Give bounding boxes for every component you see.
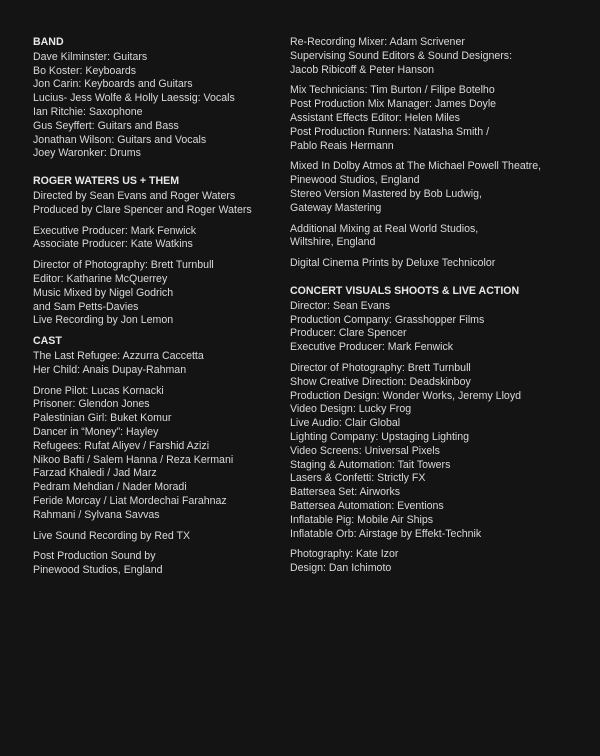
- credit-line: Director: Sean Evans: [290, 299, 391, 312]
- credit-line: Video Design: Lucky Frog: [290, 403, 412, 416]
- section-cast: [33, 335, 278, 578]
- credit-line: Her Child: Anais Dupay-Rahman: [33, 363, 187, 376]
- credit-line: Bo Koster: Keyboards: [33, 64, 137, 77]
- credit-line: Editor: Katharine McQuerrey: [33, 272, 168, 285]
- section-heading: CAST: [33, 335, 62, 348]
- credit-line: Drone Pilot: Lucas Kornacki: [33, 384, 164, 397]
- credit-line: Jon Carin: Keyboards and Guitars: [33, 78, 193, 91]
- credit-line: Nikoo Bafti / Salem Hanna / Reza Kermani: [33, 453, 234, 466]
- credit-line: and Sam Petts-Davies: [33, 300, 139, 313]
- credit-line: Assistant Effects Editor: Helen Miles: [290, 111, 460, 124]
- credit-line: Additional Mixing at Real World Studios,: [290, 222, 479, 235]
- credit-line: Video Screens: Universal Pixels: [290, 444, 440, 457]
- credit-line: Joey Waronker: Drums: [33, 147, 141, 160]
- credit-line: Associate Producer: Kate Watkins: [33, 238, 193, 251]
- credit-line: Show Creative Direction: Deadskinboy: [290, 375, 471, 388]
- credit-line: Executive Producer: Mark Fenwick: [290, 341, 454, 354]
- credit-line: Battersea Set: Airworks: [290, 486, 401, 499]
- credit-line: Staging & Automation: Tait Towers: [290, 458, 451, 471]
- credit-line: Prisoner: Glendon Jones: [33, 398, 150, 411]
- credit-line: Mixed In Dolby Atmos at The Michael Powell Theatre,: [290, 160, 542, 173]
- credit-line: Director of Photography: Brett Turnbull: [33, 259, 214, 272]
- credit-line: Digital Cinema Prints by Deluxe Technicolor: [290, 257, 496, 270]
- credit-line: Palestinian Girl: Buket Komur: [33, 412, 172, 425]
- credit-line: Live Recording by Jon Lemon: [33, 314, 174, 327]
- credit-line: Live Audio: Clair Global: [290, 417, 401, 430]
- credit-line: Music Mixed by Nigel Godrich: [33, 286, 174, 299]
- credit-line: Supervising Sound Editors & Sound Designers:: [290, 49, 513, 62]
- credit-line: Re-Recording Mixer: Adam Scrivener: [290, 36, 465, 48]
- credit-line: Battersea Automation: Eventions: [290, 499, 444, 512]
- credit-line: Post Production Sound by: [33, 550, 156, 563]
- credit-line: Jonathan Wilson: Guitars and Vocals: [33, 133, 207, 146]
- credit-line: Inflatable Orb: Airstage by Effekt-Technik: [290, 527, 482, 540]
- credit-line: Director of Photography: Brett Turnbull: [290, 361, 471, 374]
- credits-left-column: [33, 36, 278, 578]
- credit-line: Directed by Sean Evans and Roger Waters: [33, 189, 236, 202]
- section-post-production: [290, 36, 580, 271]
- credit-line: Live Sound Recording by Red TX: [33, 529, 191, 542]
- credit-line: Pedram Mehdian / Nader Moradi: [33, 481, 187, 494]
- credit-line: Mix Technicians: Tim Burton / Filipe Botelho: [290, 84, 495, 97]
- section-roger-waters: [33, 175, 278, 328]
- section-heading: BAND: [33, 36, 64, 48]
- credit-line: Dave Kilminster: Guitars: [33, 50, 148, 63]
- credit-line: Ian Ritchie: Saxophone: [33, 105, 143, 118]
- credit-line: Post Production Mix Manager: James Doyle: [290, 98, 497, 111]
- credit-line: Rahmani / Sylvana Savvas: [33, 508, 160, 521]
- credit-line: Lasers & Confetti: Strictly FX: [290, 472, 426, 485]
- credit-line: The Last Refugee: Azzurra Caccetta: [33, 349, 204, 362]
- section-band: [33, 36, 278, 161]
- credit-line: Executive Producer: Mark Fenwick: [33, 224, 197, 237]
- credit-line: Lucius- Jess Wolfe & Holly Laessig: Vocals: [33, 92, 235, 105]
- credit-line: Gateway Mastering: [290, 201, 382, 214]
- credit-line: Feride Morcay / Liat Mordechai Farahnaz: [33, 494, 227, 507]
- section-heading: ROGER WATERS US + THEM: [33, 175, 180, 188]
- credit-line: Pinewood Studios, England: [290, 174, 420, 187]
- credit-line: Refugees: Rufat Aliyev / Farshid Azizi: [33, 439, 210, 452]
- section-heading: CONCERT VISUALS SHOOTS & LIVE ACTION: [290, 284, 520, 297]
- credit-line: Design: Dan Ichimoto: [290, 562, 392, 575]
- credit-line: Gus Seyffert: Guitars and Bass: [33, 119, 179, 132]
- credit-line: Production Design: Wonder Works, Jeremy Lloyd: [290, 389, 522, 402]
- credit-line: Photography: Kate Izor: [290, 548, 399, 561]
- credit-line: Post Production Runners: Natasha Smith /: [290, 125, 490, 138]
- credit-line: Stereo Version Mastered by Bob Ludwig,: [290, 187, 482, 200]
- credit-line: Production Company: Grasshopper Films: [290, 313, 485, 326]
- credit-line: Producer: Clare Spencer: [290, 327, 407, 340]
- credit-line: Pablo Reais Hermann: [290, 139, 394, 152]
- credits-right-column: [290, 36, 580, 576]
- credit-line: Lighting Company: Upstaging Lighting: [290, 430, 470, 443]
- credit-line: Pinewood Studios, England: [33, 564, 163, 577]
- credit-line: Jacob Ribicoff & Peter Hanson: [290, 63, 435, 76]
- credit-line: Inflatable Pig: Mobile Air Ships: [290, 513, 434, 526]
- credit-line: Farzad Khaledi / Jad Marz: [33, 467, 157, 480]
- credit-line: Dancer in “Money”: Hayley: [33, 425, 159, 438]
- section-concert-visuals: [290, 285, 580, 576]
- credit-line: Produced by Clare Spencer and Roger Waters: [33, 203, 252, 216]
- credit-line: Wiltshire, England: [290, 236, 376, 249]
